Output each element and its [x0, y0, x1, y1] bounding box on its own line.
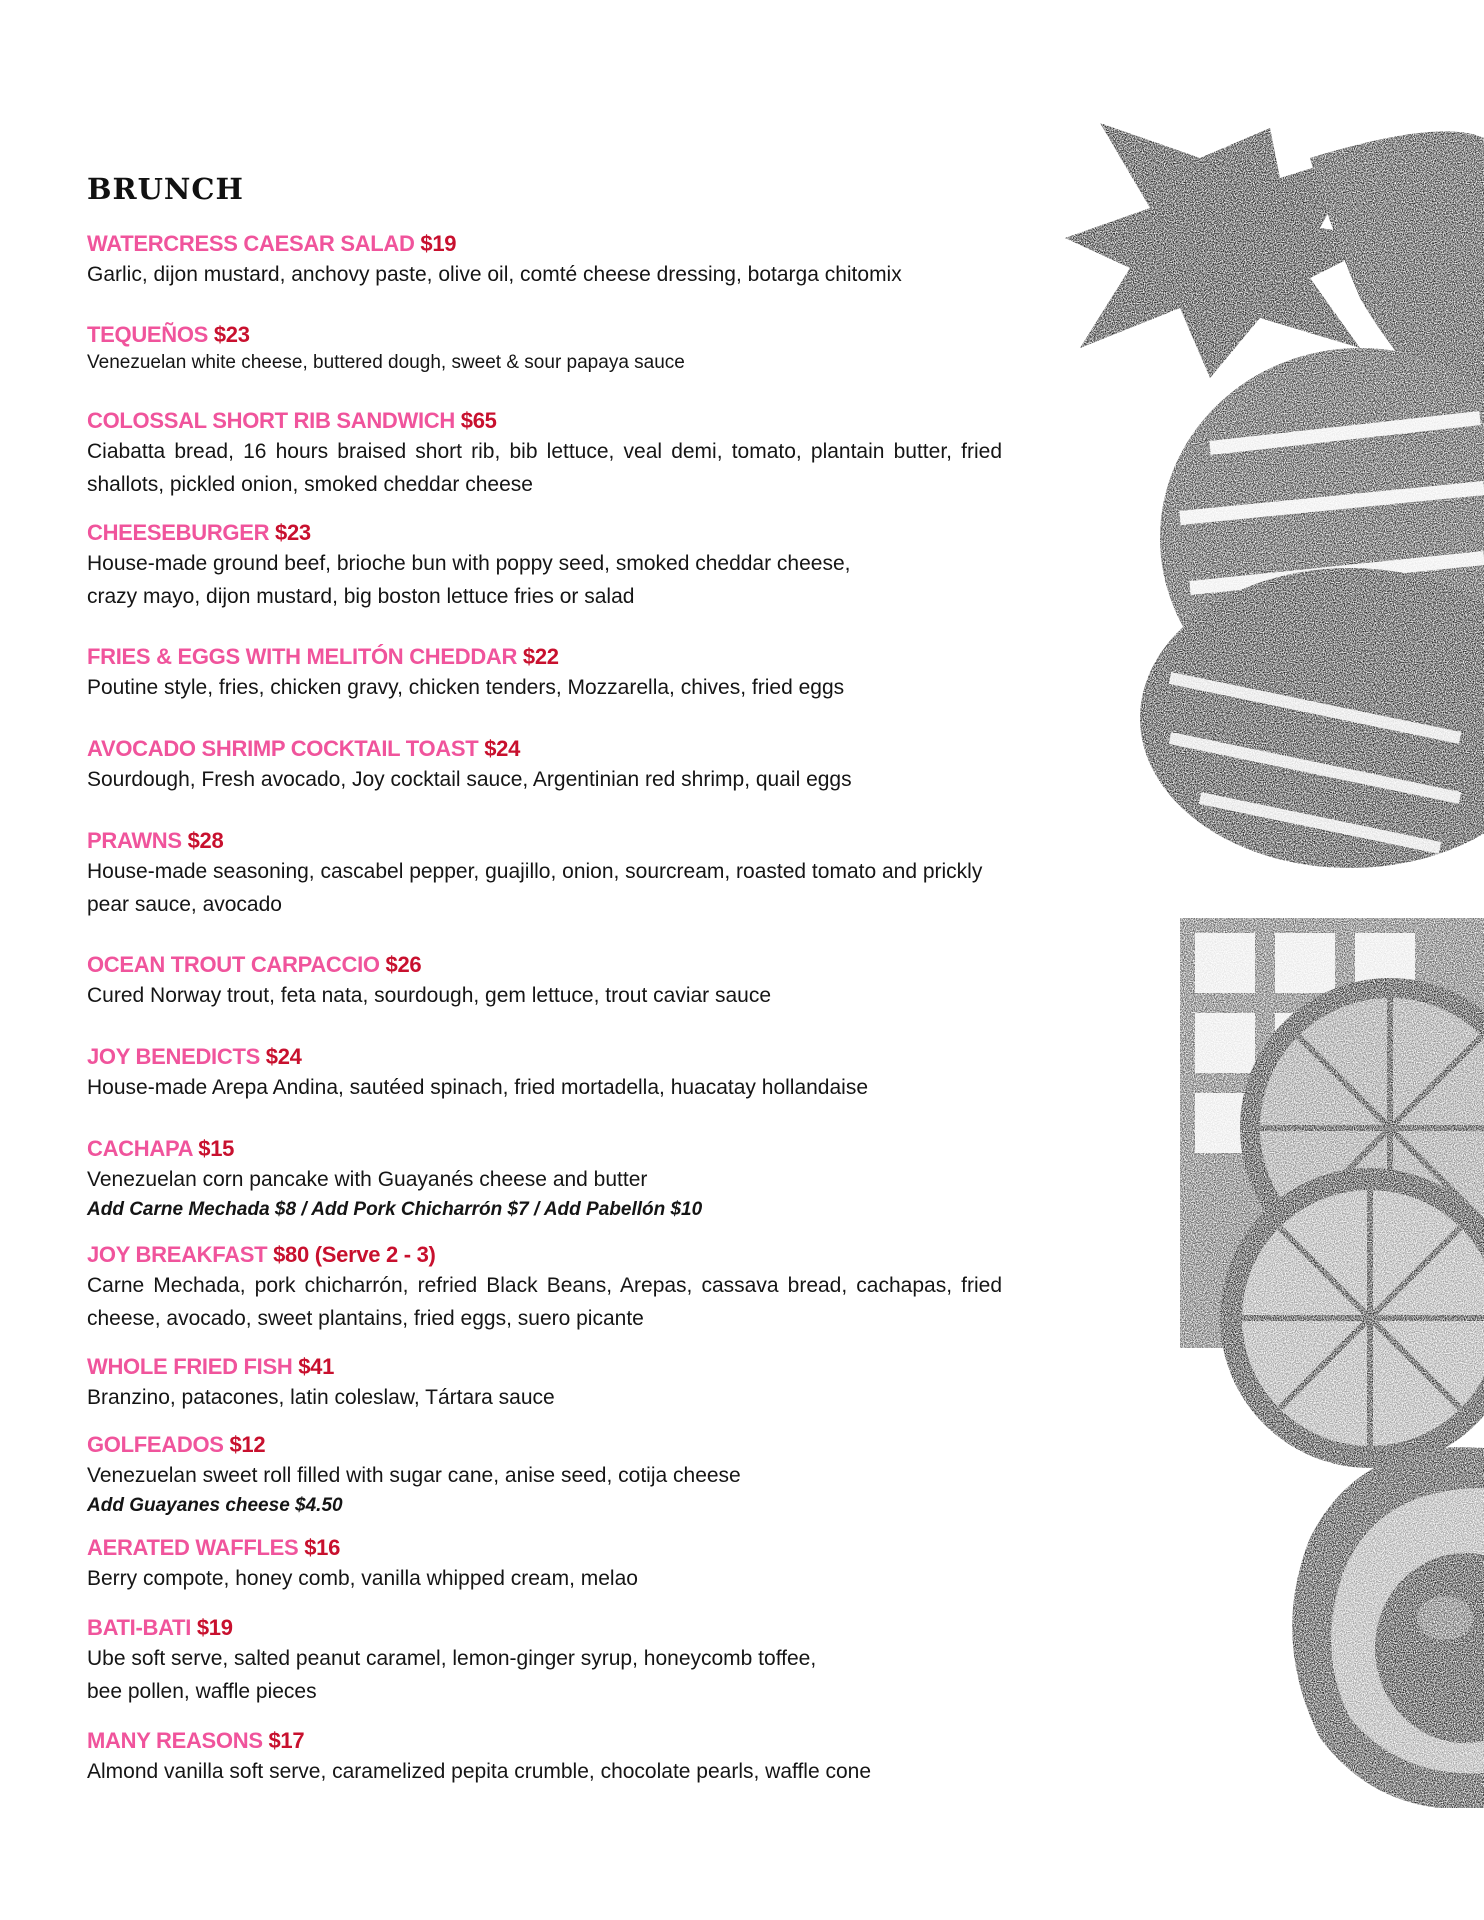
- item-description: Carne Mechada, pork chicharrón, refried Black Beans, Arepas, cassava bread, cachapas, fried cheese, avocado, sweet plantains, fried eggs, suero picante: [87, 1274, 1002, 1330]
- item-description: Branzino, patacones, latin coleslaw, Tártara sauce: [87, 1386, 555, 1409]
- item-description: House-made seasoning, cascabel pepper, guajillo, onion, sourcream, roasted tomato and prickly pear sauce, avocado: [87, 860, 983, 916]
- item-name-line: [87, 1353, 1002, 1381]
- item-description: Poutine style, fries, chicken gravy, chicken tenders, Mozzarella, chives, fried eggs: [87, 676, 845, 699]
- item-name-line: [87, 519, 1002, 547]
- item-description: Sourdough, Fresh avocado, Joy cocktail sauce, Argentinian red shrimp, quail eggs: [87, 768, 852, 791]
- menu-item: [87, 827, 1002, 921]
- item-name: OCEAN TROUT CARPACCIO: [87, 952, 380, 977]
- item-name: MANY REASONS: [87, 1728, 263, 1753]
- item-price: $19: [420, 231, 457, 256]
- menu-item: [87, 951, 1002, 1012]
- item-price: $19: [196, 1615, 233, 1640]
- item-name: PRAWNS: [87, 828, 182, 853]
- menu-item: [87, 643, 1002, 704]
- menu-item: [87, 1241, 1002, 1335]
- item-price: $24: [484, 736, 521, 761]
- item-price: $16: [304, 1535, 341, 1560]
- item-name: BATI-BATI: [87, 1615, 192, 1640]
- item-price: $24: [265, 1044, 302, 1069]
- item-addon: Add Guayanes cheese $4.50: [87, 1495, 343, 1516]
- menu-item: [87, 1353, 1002, 1414]
- item-serving-note: (Serve 2 - 3): [314, 1242, 436, 1267]
- item-description-line: bee pollen, waffle pieces: [87, 1680, 317, 1703]
- item-name: JOY BREAKFAST: [87, 1242, 268, 1267]
- item-name-line: [87, 1135, 1002, 1163]
- item-name-line: [87, 1241, 1002, 1269]
- item-name-line: [87, 1043, 1002, 1071]
- item-description-line: crazy mayo, dijon mustard, big boston lettuce fries or salad: [87, 585, 635, 608]
- item-name-line: [87, 643, 1002, 671]
- item-price: $41: [298, 1354, 335, 1379]
- item-description: Cured Norway trout, feta nata, sourdough, gem lettuce, trout caviar sauce: [87, 984, 772, 1007]
- item-price: $17: [268, 1728, 305, 1753]
- item-price: $23: [213, 322, 250, 347]
- item-price: $80: [273, 1242, 309, 1267]
- item-price: $65: [460, 408, 497, 433]
- item-name-line: [87, 1431, 1002, 1459]
- item-name: AVOCADO SHRIMP COCKTAIL TOAST: [87, 736, 479, 761]
- item-description: Ciabatta bread, 16 hours braised short rib, bib lettuce, veal demi, tomato, plantain butter, fried shallots, pickled onion, smoked cheddar cheese: [87, 440, 1002, 496]
- menu-item: [87, 1614, 1002, 1708]
- item-name-line: [87, 1614, 1002, 1642]
- item-price: $23: [275, 520, 311, 545]
- item-addon: Add Carne Mechada $8 / Add Pork Chicharrón $7 / Add Pabellón $10: [87, 1199, 703, 1220]
- item-name: CHEESEBURGER: [87, 520, 270, 545]
- item-name-line: [87, 321, 1002, 349]
- item-name: GOLFEADOS: [87, 1432, 224, 1457]
- item-description-line: House-made ground beef, brioche bun with poppy seed, smoked cheddar cheese,: [87, 552, 851, 575]
- menu-item: [87, 1534, 1002, 1595]
- item-description: Venezuelan sweet roll filled with sugar cane, anise seed, cotija cheese: [87, 1464, 741, 1487]
- item-name-line: [87, 735, 1002, 763]
- food-sketch-illustration: [1060, 118, 1484, 1808]
- menu-item: [87, 230, 1002, 291]
- page-title: BRUNCH: [87, 172, 244, 206]
- menu-item: [87, 735, 1002, 796]
- item-description: Venezuelan corn pancake with Guayanés cheese and butter: [87, 1168, 648, 1191]
- item-name-line: [87, 827, 1002, 855]
- item-name: WATERCRESS CAESAR SALAD: [87, 231, 415, 256]
- item-name: JOY BENEDICTS: [87, 1044, 260, 1069]
- item-description: Almond vanilla soft serve, caramelized pepita crumble, chocolate pearls, waffle cone: [87, 1760, 872, 1783]
- menu-item: [87, 1727, 1002, 1788]
- item-name: FRIES & EGGS WITH MELITÓN CHEDDAR: [87, 644, 518, 669]
- item-name-line: [87, 951, 1002, 979]
- item-name: TEQUEÑOS: [87, 322, 209, 347]
- item-description: Venezuelan white cheese, buttered dough, sweet & sour papaya sauce: [87, 352, 685, 373]
- item-name-line: [87, 1534, 1002, 1562]
- item-price: $12: [229, 1432, 266, 1457]
- menu-item: [87, 407, 1002, 501]
- menu-item: [87, 1135, 1002, 1224]
- item-price: $22: [522, 644, 559, 669]
- item-name: WHOLE FRIED FISH: [87, 1354, 293, 1379]
- item-name-line: [87, 230, 1002, 258]
- item-description: Berry compote, honey comb, vanilla whipped cream, melao: [87, 1567, 638, 1590]
- item-price: $26: [385, 952, 422, 977]
- menu-item: [87, 1043, 1002, 1104]
- item-name: CACHAPA: [87, 1136, 193, 1161]
- item-name-line: [87, 1727, 1002, 1755]
- item-description-line: Ube soft serve, salted peanut caramel, lemon-ginger syrup, honeycomb toffee,: [87, 1647, 817, 1670]
- item-price: $28: [187, 828, 224, 853]
- menu-item: [87, 1431, 1002, 1520]
- item-name-line: [87, 407, 1002, 435]
- item-name: COLOSSAL SHORT RIB SANDWICH: [87, 408, 455, 433]
- item-description: House-made Arepa Andina, sautéed spinach, fried mortadella, huacatay hollandaise: [87, 1076, 869, 1099]
- menu-item: [87, 321, 1002, 377]
- item-description: Garlic, dijon mustard, anchovy paste, olive oil, comté cheese dressing, botarga chitomix: [87, 263, 902, 286]
- item-name: AERATED WAFFLES: [87, 1535, 299, 1560]
- item-price: $15: [198, 1136, 235, 1161]
- menu-item: [87, 519, 1002, 613]
